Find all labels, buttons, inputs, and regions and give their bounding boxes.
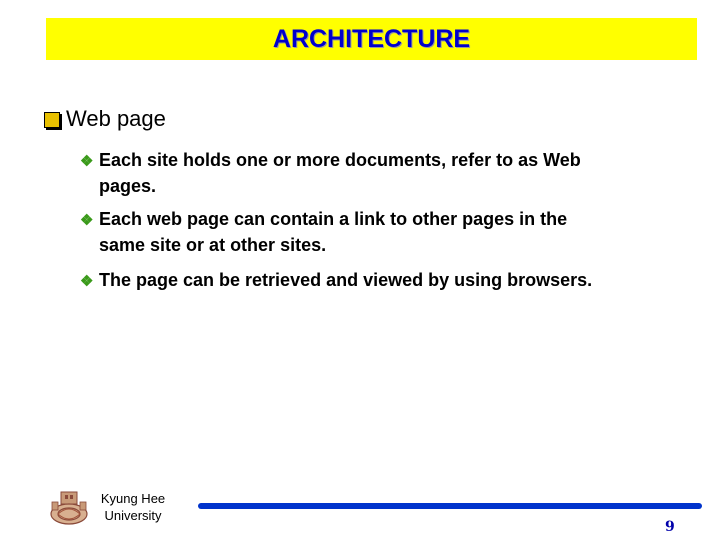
university-name-line1: Kyung Hee — [100, 491, 166, 506]
bullet-item — [80, 268, 592, 294]
footer-divider — [198, 503, 702, 509]
bullet-text-line1: Each web page can contain a link to other pages in the — [99, 209, 568, 229]
square-bullet-icon — [44, 112, 60, 128]
bullet-item — [80, 207, 567, 257]
slide-title: ARCHITECTURE — [272, 25, 471, 53]
bullet-text-line2: pages. — [99, 176, 157, 196]
check-bullet-icon: ❖ — [80, 212, 94, 229]
check-bullet-icon: ❖ — [80, 153, 94, 170]
bullet-text-line2: same site or at other sites. — [99, 235, 327, 255]
section-heading — [44, 106, 166, 132]
university-name — [92, 490, 174, 524]
university-seal-icon — [48, 490, 90, 526]
page-number: 9 — [665, 519, 675, 535]
bullet-text-line1: Each site holds one or more documents, refer to as Web — [99, 150, 581, 170]
bullet-item — [80, 148, 581, 198]
bullet-text-line1: The page can be retrieved and viewed by using browsers. — [99, 270, 593, 290]
title-bar — [46, 18, 697, 60]
university-name-line2: University — [104, 508, 162, 523]
check-bullet-icon: ❖ — [80, 273, 94, 290]
section-heading-text: Web page — [66, 106, 166, 131]
